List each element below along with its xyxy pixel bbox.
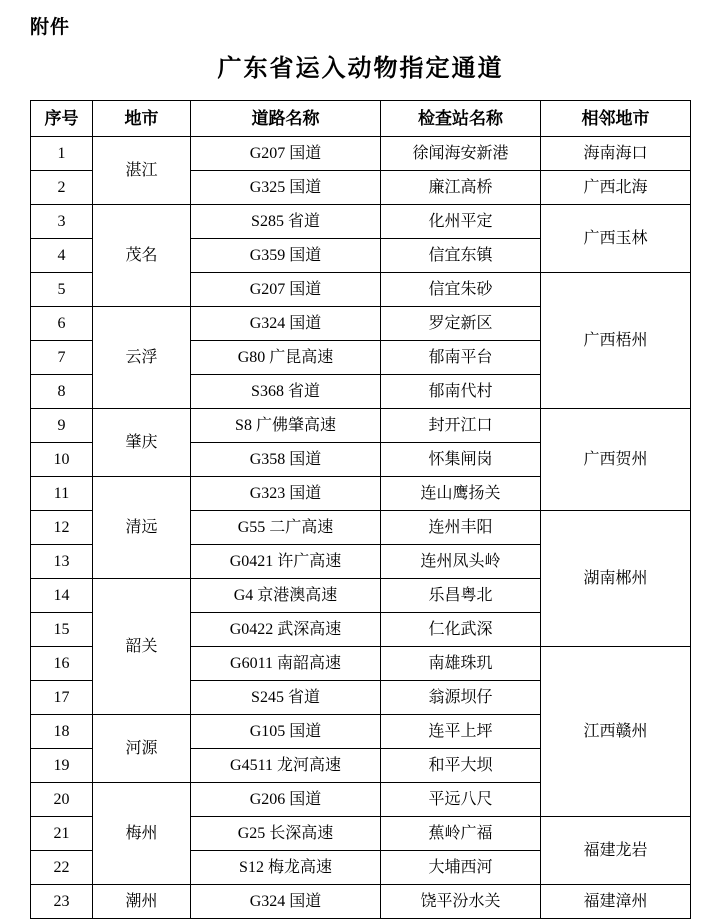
cell-city: 云浮 xyxy=(93,307,191,409)
column-header-road: 道路名称 xyxy=(191,101,381,137)
cell-station-name: 封开江口 xyxy=(381,409,541,443)
cell-adjacent-city: 福建龙岩 xyxy=(541,817,691,885)
cell-station-name: 连平上坪 xyxy=(381,715,541,749)
cell-adjacent-city: 江西赣州 xyxy=(541,647,691,817)
cell-station-name: 乐昌粤北 xyxy=(381,579,541,613)
cell-city: 梅州 xyxy=(93,783,191,885)
cell-road-name: S285 省道 xyxy=(191,205,381,239)
cell-sequence: 9 xyxy=(31,409,93,443)
cell-station-name: 连山鹰扬关 xyxy=(381,477,541,511)
cell-sequence: 6 xyxy=(31,307,93,341)
table-row xyxy=(31,137,691,171)
cell-station-name: 怀集闸岗 xyxy=(381,443,541,477)
cell-sequence: 22 xyxy=(31,851,93,885)
cell-road-name: G25 长深高速 xyxy=(191,817,381,851)
cell-city: 潮州 xyxy=(93,885,191,919)
cell-sequence: 19 xyxy=(31,749,93,783)
cell-road-name: G6011 南韶高速 xyxy=(191,647,381,681)
cell-sequence: 16 xyxy=(31,647,93,681)
cell-station-name: 信宜朱砂 xyxy=(381,273,541,307)
cell-station-name: 仁化武深 xyxy=(381,613,541,647)
cell-city: 湛江 xyxy=(93,137,191,205)
cell-road-name: G359 国道 xyxy=(191,239,381,273)
cell-station-name: 大埔西河 xyxy=(381,851,541,885)
cell-road-name: G207 国道 xyxy=(191,273,381,307)
column-header-station: 检查站名称 xyxy=(381,101,541,137)
cell-sequence: 20 xyxy=(31,783,93,817)
cell-road-name: G358 国道 xyxy=(191,443,381,477)
cell-station-name: 罗定新区 xyxy=(381,307,541,341)
cell-road-name: G0422 武深高速 xyxy=(191,613,381,647)
column-header-seq: 序号 xyxy=(31,101,93,137)
cell-road-name: G55 二广高速 xyxy=(191,511,381,545)
cell-road-name: G323 国道 xyxy=(191,477,381,511)
cell-city: 韶关 xyxy=(93,579,191,715)
cell-road-name: G80 广昆高速 xyxy=(191,341,381,375)
cell-adjacent-city: 湖南郴州 xyxy=(541,511,691,647)
cell-station-name: 郁南代村 xyxy=(381,375,541,409)
cell-station-name: 化州平定 xyxy=(381,205,541,239)
table-header-row xyxy=(31,101,691,137)
cell-sequence: 7 xyxy=(31,341,93,375)
cell-sequence: 23 xyxy=(31,885,93,919)
cell-road-name: S368 省道 xyxy=(191,375,381,409)
cell-station-name: 平远八尺 xyxy=(381,783,541,817)
cell-sequence: 18 xyxy=(31,715,93,749)
cell-city: 河源 xyxy=(93,715,191,783)
cell-station-name: 连州凤头岭 xyxy=(381,545,541,579)
cell-sequence: 2 xyxy=(31,171,93,205)
cell-road-name: G324 国道 xyxy=(191,885,381,919)
cell-sequence: 17 xyxy=(31,681,93,715)
column-header-city: 地市 xyxy=(93,101,191,137)
cell-sequence: 13 xyxy=(31,545,93,579)
table-row xyxy=(31,409,691,443)
cell-station-name: 蕉岭广福 xyxy=(381,817,541,851)
cell-station-name: 徐闻海安新港 xyxy=(381,137,541,171)
cell-road-name: G105 国道 xyxy=(191,715,381,749)
table-row xyxy=(31,885,691,919)
cell-road-name: G207 国道 xyxy=(191,137,381,171)
cell-sequence: 5 xyxy=(31,273,93,307)
cell-sequence: 11 xyxy=(31,477,93,511)
cell-road-name: G324 国道 xyxy=(191,307,381,341)
cell-station-name: 信宜东镇 xyxy=(381,239,541,273)
table-body xyxy=(31,137,691,919)
cell-road-name: S8 广佛肇高速 xyxy=(191,409,381,443)
cell-station-name: 翁源坝仔 xyxy=(381,681,541,715)
cell-road-name: S245 省道 xyxy=(191,681,381,715)
cell-adjacent-city: 广西贺州 xyxy=(541,409,691,511)
cell-city: 茂名 xyxy=(93,205,191,307)
cell-adjacent-city: 海南海口 xyxy=(541,137,691,171)
cell-adjacent-city: 福建漳州 xyxy=(541,885,691,919)
cell-adjacent-city: 广西梧州 xyxy=(541,273,691,409)
cell-station-name: 和平大坝 xyxy=(381,749,541,783)
cell-station-name: 郁南平台 xyxy=(381,341,541,375)
attachment-label: 附件 xyxy=(30,17,71,38)
cell-station-name: 饶平汾水关 xyxy=(381,885,541,919)
table-row xyxy=(31,205,691,239)
cell-sequence: 4 xyxy=(31,239,93,273)
cell-road-name: G4511 龙河高速 xyxy=(191,749,381,783)
cell-sequence: 1 xyxy=(31,137,93,171)
cell-city: 清远 xyxy=(93,477,191,579)
cell-sequence: 14 xyxy=(31,579,93,613)
cell-adjacent-city: 广西玉林 xyxy=(541,205,691,273)
cell-adjacent-city: 广西北海 xyxy=(541,171,691,205)
cell-sequence: 15 xyxy=(31,613,93,647)
cell-station-name: 南雄珠玑 xyxy=(381,647,541,681)
cell-station-name: 廉江高桥 xyxy=(381,171,541,205)
cell-road-name: S12 梅龙高速 xyxy=(191,851,381,885)
cell-road-name: G206 国道 xyxy=(191,783,381,817)
cell-sequence: 12 xyxy=(31,511,93,545)
cell-road-name: G325 国道 xyxy=(191,171,381,205)
page-title: 广东省运入动物指定通道 xyxy=(217,56,504,82)
cell-road-name: G0421 许广高速 xyxy=(191,545,381,579)
cell-road-name: G4 京港澳高速 xyxy=(191,579,381,613)
cell-station-name: 连州丰阳 xyxy=(381,511,541,545)
cell-sequence: 8 xyxy=(31,375,93,409)
cell-sequence: 10 xyxy=(31,443,93,477)
designated-channel-table xyxy=(30,100,691,919)
column-header-adj: 相邻地市 xyxy=(541,101,691,137)
cell-sequence: 21 xyxy=(31,817,93,851)
cell-city: 肇庆 xyxy=(93,409,191,477)
cell-sequence: 3 xyxy=(31,205,93,239)
